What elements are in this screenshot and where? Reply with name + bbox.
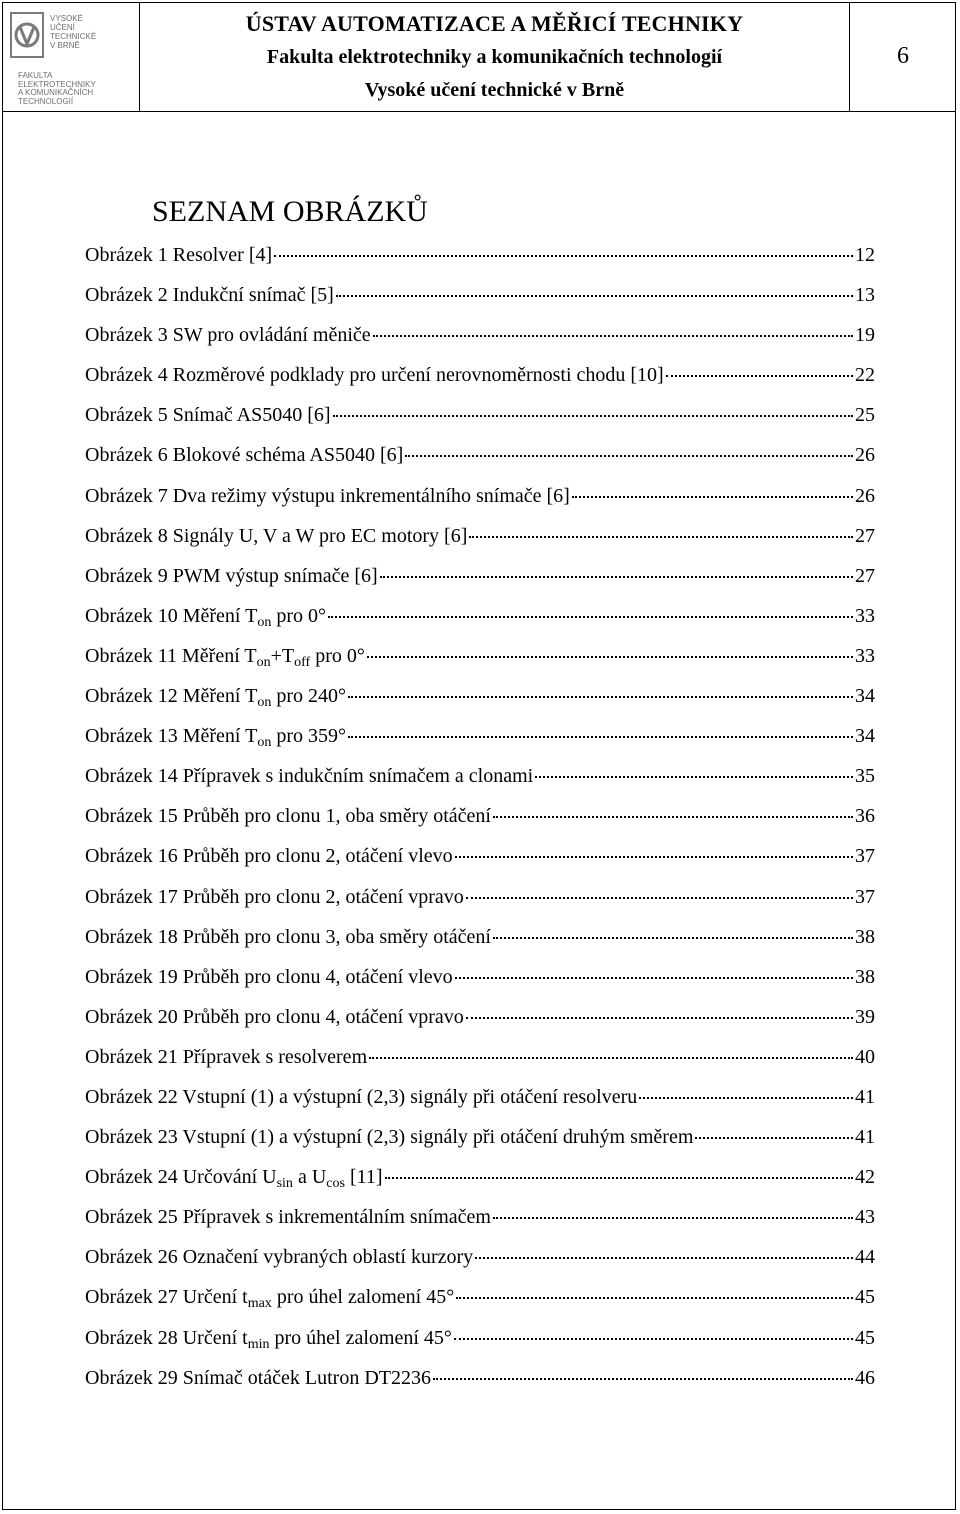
toc-entry-label <box>85 805 491 828</box>
toc-entry-label <box>85 404 331 427</box>
logo-text-line: TECHNOLOGIÍ <box>18 96 74 106</box>
header-titles <box>140 2 850 111</box>
toc-entry-page: 34 <box>855 685 875 708</box>
dot-leader <box>274 255 853 257</box>
label-subscript: cos <box>326 1176 345 1192</box>
toc-entry-label <box>85 765 533 788</box>
toc-entry[interactable] <box>85 1086 875 1126</box>
faculty-logo <box>10 66 128 108</box>
toc-entry-page: 13 <box>855 284 875 307</box>
toc-entry-label <box>85 645 365 668</box>
toc-entry-page: 38 <box>855 925 875 948</box>
label-subscript: sin <box>276 1176 293 1192</box>
dot-leader <box>348 736 853 738</box>
logo-text-line: UČENÍ <box>50 23 75 32</box>
toc-entry[interactable] <box>85 1206 875 1246</box>
toc-entry-label <box>85 1046 367 1069</box>
toc-entry-label <box>85 926 491 949</box>
toc-entry[interactable] <box>85 605 875 645</box>
university-name: Vysoké učení technické v Brně <box>364 78 625 101</box>
label-text: Obrázek 21 Přípravek s resolverem <box>85 1045 368 1068</box>
label-text: Obrázek 22 Vstupní (1) a výstupní (2,3) signály při otáčení resolveru <box>85 1085 638 1108</box>
label-text: pro 240° <box>271 685 347 708</box>
label-text: Obrázek 19 Průběh pro clonu 4, otáčení vlevo <box>85 965 453 988</box>
institute-name: ÚSTAV AUTOMATIZACE A MĚŘICÍ TECHNIKY <box>245 10 744 36</box>
dot-leader <box>466 1017 853 1019</box>
dot-leader <box>493 1217 853 1219</box>
toc-entry-label <box>85 284 334 307</box>
label-text: Obrázek 29 Snímač otáček Lutron DT2236 <box>85 1366 432 1389</box>
logo-text-line: ELEKTROTECHNIKY <box>18 79 96 89</box>
faculty-logo-text <box>18 72 96 106</box>
label-text: Obrázek 12 Měření T <box>85 685 258 708</box>
dot-leader <box>380 576 853 578</box>
toc-entry-label <box>85 1367 431 1390</box>
page-number: 6 <box>897 43 909 69</box>
dot-leader <box>695 1137 853 1139</box>
toc-entry-label <box>85 1166 383 1192</box>
toc-entry-page: 46 <box>855 1366 875 1389</box>
toc-entry[interactable] <box>85 1126 875 1166</box>
toc-entry-page: 19 <box>855 324 875 347</box>
logo-text-line: FAKULTA <box>18 71 53 80</box>
label-text: a U <box>292 1166 327 1189</box>
toc-entry[interactable] <box>85 725 875 765</box>
vut-emblem-icon <box>10 12 44 58</box>
label-text: Obrázek 14 Přípravek s indukčním snímačem a clonami <box>85 765 534 788</box>
label-text: Obrázek 28 Určení t <box>85 1326 248 1349</box>
toc-entry[interactable] <box>85 845 875 885</box>
dot-leader <box>333 415 853 417</box>
toc-entry[interactable] <box>85 485 875 525</box>
toc-entry-page: 27 <box>855 524 875 547</box>
toc-entry-page: 27 <box>855 564 875 587</box>
toc-entry-label <box>85 725 347 751</box>
toc-entry[interactable] <box>85 1246 875 1286</box>
label-text: Obrázek 11 Měření T <box>85 644 257 667</box>
label-text: Obrázek 6 Blokové schéma AS5040 [6] <box>85 444 404 467</box>
toc-entry-page: 36 <box>855 805 875 828</box>
toc-entry-page: 33 <box>855 604 875 627</box>
toc-entry-page: 45 <box>855 1286 875 1309</box>
page-header <box>2 2 956 112</box>
toc-entry[interactable] <box>85 404 875 444</box>
toc-entry-page: 42 <box>855 1166 875 1189</box>
toc-entry-page: 37 <box>855 885 875 908</box>
label-text: Obrázek 2 Indukční snímač [5] <box>85 284 334 307</box>
toc-entry-page: 43 <box>855 1206 875 1229</box>
toc-entry-label <box>85 565 378 588</box>
dot-leader <box>639 1097 853 1099</box>
label-subscript: max <box>247 1296 272 1312</box>
label-text: +T <box>270 644 295 667</box>
dot-leader <box>405 455 853 457</box>
toc-entry[interactable] <box>85 324 875 364</box>
label-text: Obrázek 13 Měření T <box>85 725 258 748</box>
university-logo-text <box>50 14 96 50</box>
toc-entry-label <box>85 1246 473 1269</box>
toc-entry[interactable] <box>85 765 875 805</box>
label-text: pro úhel zalomení 45° <box>269 1326 452 1349</box>
toc-entry-label <box>85 1327 452 1350</box>
label-text: Obrázek 5 Snímač AS5040 [6] <box>85 404 331 427</box>
label-text: Obrázek 23 Vstupní (1) a výstupní (2,3) signály při otáčení druhým směrem <box>85 1126 694 1149</box>
toc-entry-page: 44 <box>855 1246 875 1269</box>
label-text: Obrázek 24 Určování U <box>85 1166 277 1189</box>
toc-entry-page: 34 <box>855 725 875 748</box>
section-title: SEZNAM OBRÁZKŮ <box>152 195 428 228</box>
toc-entry[interactable] <box>85 364 875 404</box>
dot-leader <box>572 496 853 498</box>
toc-entry[interactable] <box>85 805 875 845</box>
label-subscript: min <box>247 1336 270 1352</box>
dot-leader <box>493 816 853 818</box>
toc-entry-label <box>85 605 326 628</box>
toc-entry[interactable] <box>85 645 875 685</box>
label-text: Obrázek 9 PWM výstup snímače [6] <box>85 564 378 587</box>
dot-leader <box>455 856 853 858</box>
toc-entry-page: 26 <box>855 484 875 507</box>
toc-entry[interactable] <box>85 1327 875 1367</box>
toc-entry-label <box>85 1086 637 1109</box>
toc-entry-page: 26 <box>855 444 875 467</box>
toc-entry-label <box>85 685 347 711</box>
label-subscript: off <box>294 654 311 670</box>
label-text: Obrázek 4 Rozměrové podklady pro určení nerovnoměrnosti chodu [10] <box>85 364 664 387</box>
label-subscript: on <box>257 735 272 751</box>
toc-entry-label <box>85 1006 464 1029</box>
toc-entry[interactable] <box>85 1006 875 1046</box>
toc-entry-page: 12 <box>855 244 875 266</box>
toc-entry[interactable] <box>85 525 875 565</box>
vut-logo <box>10 12 128 64</box>
toc-entry-label <box>85 525 467 548</box>
toc-entry[interactable] <box>85 565 875 605</box>
toc-entry-label <box>85 1206 491 1229</box>
label-subscript: on <box>257 614 272 630</box>
toc-entry-page: 22 <box>855 364 875 387</box>
dot-leader <box>466 897 853 899</box>
toc-entry[interactable] <box>85 244 875 284</box>
label-text: Obrázek 3 SW pro ovládání měniče <box>85 324 371 347</box>
label-subscript: on <box>256 654 271 670</box>
toc-entry[interactable] <box>85 444 875 484</box>
toc-entry-page: 41 <box>855 1126 875 1149</box>
dot-leader <box>454 1338 853 1340</box>
toc-entry[interactable] <box>85 1367 875 1407</box>
label-text: pro 0° <box>310 644 365 667</box>
label-text: Obrázek 18 Průběh pro clonu 3, oba směry otáčení <box>85 925 491 948</box>
label-text: Obrázek 17 Průběh pro clonu 2, otáčení vpravo <box>85 885 464 908</box>
dot-leader <box>455 977 853 979</box>
toc-entry-label <box>85 324 371 347</box>
university-logo <box>2 2 140 111</box>
toc-entry-label <box>85 364 664 387</box>
toc-entry[interactable] <box>85 685 875 725</box>
label-text: pro 0° <box>271 604 327 627</box>
dot-leader <box>373 335 853 337</box>
toc-entry-page: 41 <box>855 1085 875 1108</box>
toc-entry[interactable] <box>85 284 875 324</box>
label-text: Obrázek 8 Signály U, V a W pro EC motory [6] <box>85 524 468 547</box>
toc-entry-label <box>85 845 453 868</box>
label-text: pro 359° <box>271 725 347 748</box>
toc-entry-label <box>85 1126 693 1149</box>
dot-leader <box>328 616 853 618</box>
label-text: Obrázek 15 Průběh pro clonu 1, oba směry otáčení <box>85 805 491 828</box>
logo-text-line: V BRNĚ <box>50 41 80 50</box>
logo-text-line: VYSOKÉ <box>50 14 83 23</box>
label-text: Obrázek 27 Určení t <box>85 1286 248 1309</box>
toc-entry-label <box>85 966 453 989</box>
dot-leader <box>469 536 853 538</box>
toc-entry-label <box>85 886 464 909</box>
label-text: Obrázek 26 Označení vybraných oblastí kurzory <box>85 1246 474 1269</box>
label-text: Obrázek 10 Měření T <box>85 604 258 627</box>
toc-entry[interactable] <box>85 966 875 1006</box>
toc-entry-page: 37 <box>855 845 875 868</box>
figure-list <box>85 244 875 1407</box>
dot-leader <box>433 1378 853 1380</box>
toc-entry[interactable] <box>85 1286 875 1326</box>
dot-leader <box>348 696 853 698</box>
toc-entry[interactable] <box>85 1166 875 1206</box>
label-text: Obrázek 1 Resolver [4] <box>85 244 273 266</box>
label-text: Obrázek 25 Přípravek s inkrementálním snímačem <box>85 1206 491 1229</box>
toc-entry-page: 35 <box>855 765 875 788</box>
label-subscript: on <box>257 695 272 711</box>
dot-leader <box>475 1257 853 1259</box>
toc-entry-label <box>85 244 272 267</box>
toc-entry[interactable] <box>85 926 875 966</box>
dot-leader <box>367 656 853 658</box>
dot-leader <box>369 1057 853 1059</box>
dot-leader <box>385 1177 853 1179</box>
toc-entry-page: 38 <box>855 965 875 988</box>
toc-entry-page: 39 <box>855 1005 875 1028</box>
toc-entry[interactable] <box>85 886 875 926</box>
toc-entry-label <box>85 1286 455 1312</box>
toc-entry-label <box>85 485 570 508</box>
label-text: [11] <box>344 1166 383 1189</box>
dot-leader <box>666 375 853 377</box>
faculty-name: Fakulta elektrotechniky a komunikačních technologií <box>266 45 723 68</box>
logo-text-line: TECHNICKÉ <box>50 32 97 41</box>
dot-leader <box>456 1297 853 1299</box>
toc-entry-page: 40 <box>855 1045 875 1068</box>
label-text: pro úhel zalomení 45° <box>271 1286 455 1309</box>
toc-entry[interactable] <box>85 1046 875 1086</box>
toc-entry-page: 33 <box>855 644 875 667</box>
label-text: Obrázek 16 Průběh pro clonu 2, otáčení vlevo <box>85 845 453 868</box>
logo-text-line: A KOMUNIKAČNÍCH <box>18 88 94 97</box>
dot-leader <box>493 937 853 939</box>
dot-leader <box>535 776 853 778</box>
dot-leader <box>336 295 853 297</box>
label-text: Obrázek 7 Dva režimy výstupu inkrementálního snímače [6] <box>85 484 570 507</box>
toc-entry-page: 45 <box>855 1326 875 1349</box>
toc-entry-page: 25 <box>855 404 875 427</box>
label-text: Obrázek 20 Průběh pro clonu 4, otáčení vpravo <box>85 1005 464 1028</box>
toc-entry-label <box>85 444 403 467</box>
